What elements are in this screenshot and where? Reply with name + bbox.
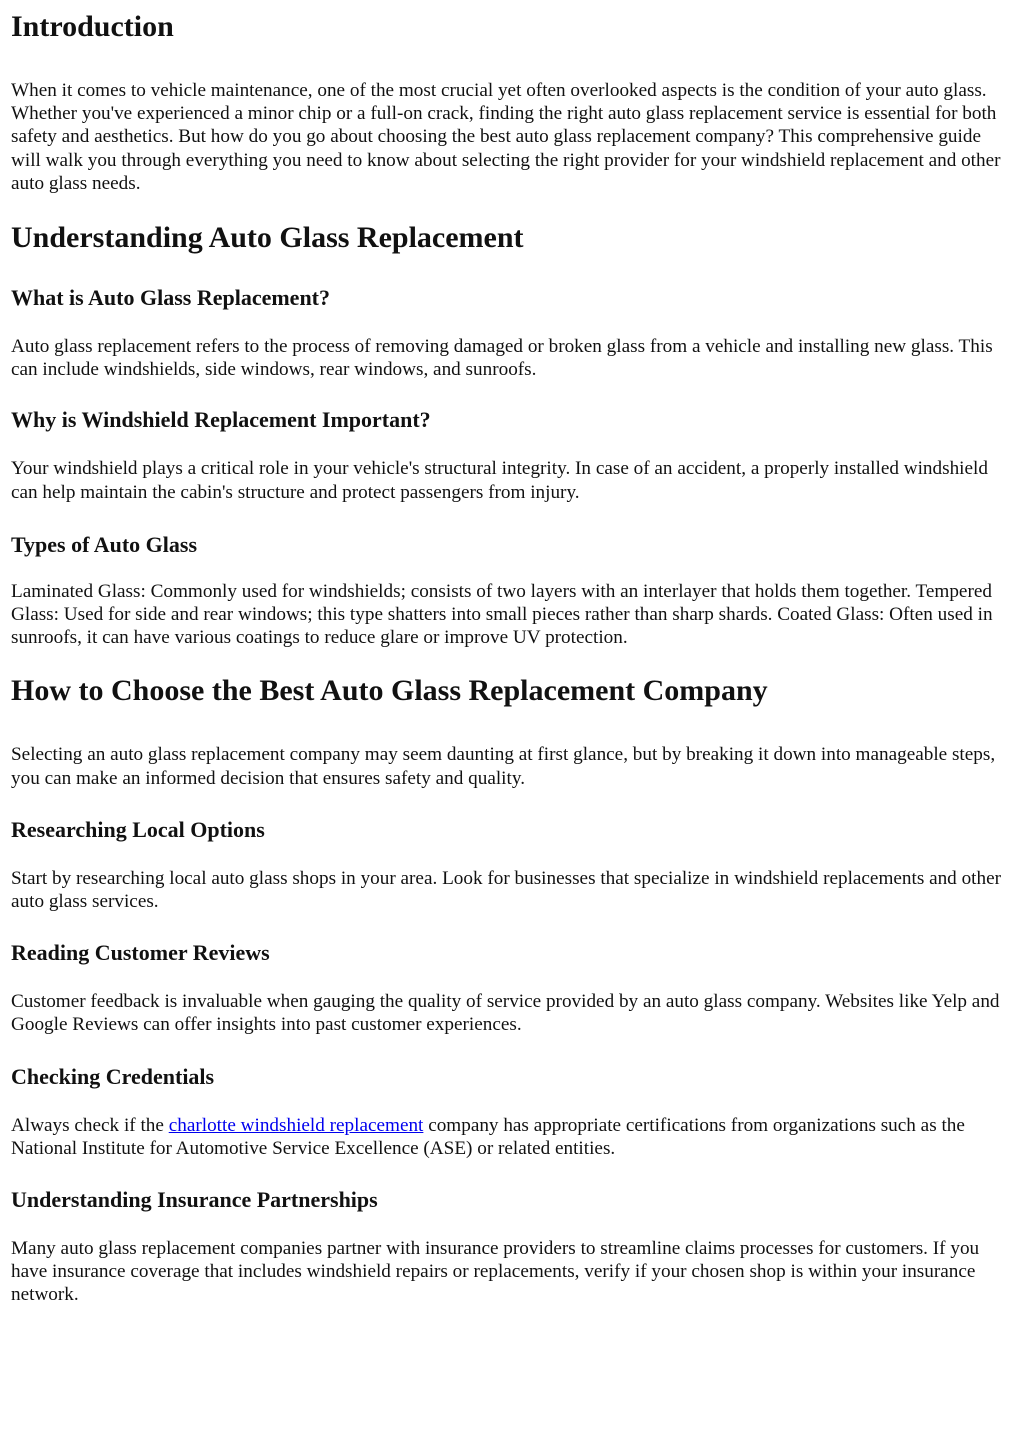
heading-understanding-insurance-partnerships: Understanding Insurance Partnerships — [11, 1187, 378, 1213]
credentials-text-before: Always check if the — [11, 1114, 169, 1136]
heading-how-to-choose: How to Choose the Best Auto Glass Replacement Company — [11, 674, 768, 708]
paragraph-how-to-choose: Selecting an auto glass replacement company may seem daunting at first glance, but by breaking it down into manageable steps, you can make an informed decision that ensures safety and quality. — [11, 744, 996, 789]
heading-researching-local-options: Researching Local Options — [11, 816, 265, 842]
heading-checking-credentials: Checking Credentials — [11, 1063, 215, 1089]
paragraph-why-windshield-replacement-important: Your windshield plays a critical role in your vehicle's structural integrity. In case of an accident, a properly installed windshield can help maintain the cabin's structure and protect passengers from injury. — [11, 458, 988, 503]
heading-why-windshield-replacement-important: Why is Windshield Replacement Important? — [11, 407, 431, 433]
heading-introduction: Introduction — [11, 10, 174, 43]
heading-reading-customer-reviews: Reading Customer Reviews — [11, 940, 270, 966]
paragraph-types-of-auto-glass: Laminated Glass: Commonly used for windshields; consists of two layers with an interlayer that holds them together. Tempered Glass: Used for side and rear windows; this type shatters into small pieces rather than sharp shards. Coated Glass: Often used in sunroofs, it can have various coatings to reduce glare or improve UV protection. — [11, 580, 993, 649]
credentials-text-after: company has appropriate certifications from organizations such as the National Institute for Automotive Service Excellence (ASE) or related entities. — [11, 1114, 965, 1159]
paragraph-understanding-insurance-partnerships: Many auto glass replacement companies partner with insurance providers to streamline claims processes for customers. If you have insurance coverage that includes windshield repairs or replacements, verify if your chosen shop is within your insurance network. — [11, 1238, 980, 1306]
paragraph-introduction: When it comes to vehicle maintenance, one of the most crucial yet often overlooked aspects is the condition of your auto glass. Whether you've experienced a minor chip or a full-on crack, finding the right auto glass replacement service is essential for both safety and aesthetics. But how do you go about choosing the best auto glass replacement company? This comprehensive guide will walk you through everything you need to know about selecting the right provider for your windshield replacement and other auto glass needs. — [11, 80, 1001, 194]
paragraph-what-is-auto-glass-replacement: Auto glass replacement refers to the process of removing damaged or broken glass from a vehicle and installing new glass. This can include windshields, side windows, rear windows, and sunroofs. — [11, 336, 993, 381]
heading-what-is-auto-glass-replacement: What is Auto Glass Replacement? — [11, 285, 330, 311]
paragraph-researching-local-options: Start by researching local auto glass shops in your area. Look for businesses that specialize in windshield replacements and other auto glass services. — [11, 867, 1002, 913]
heading-types-of-auto-glass: Types of Auto Glass — [11, 531, 198, 557]
paragraph-checking-credentials — [11, 1114, 1014, 1160]
paragraph-reading-customer-reviews: Customer feedback is invaluable when gauging the quality of service provided by an auto glass company. Websites like Yelp and Google Reviews can offer insights into past customer experiences. — [11, 991, 1000, 1036]
heading-understanding-auto-glass-replacement: Understanding Auto Glass Replacement — [11, 221, 524, 255]
charlotte-windshield-replacement-link[interactable]: charlotte windshield replacement — [168, 1114, 424, 1136]
